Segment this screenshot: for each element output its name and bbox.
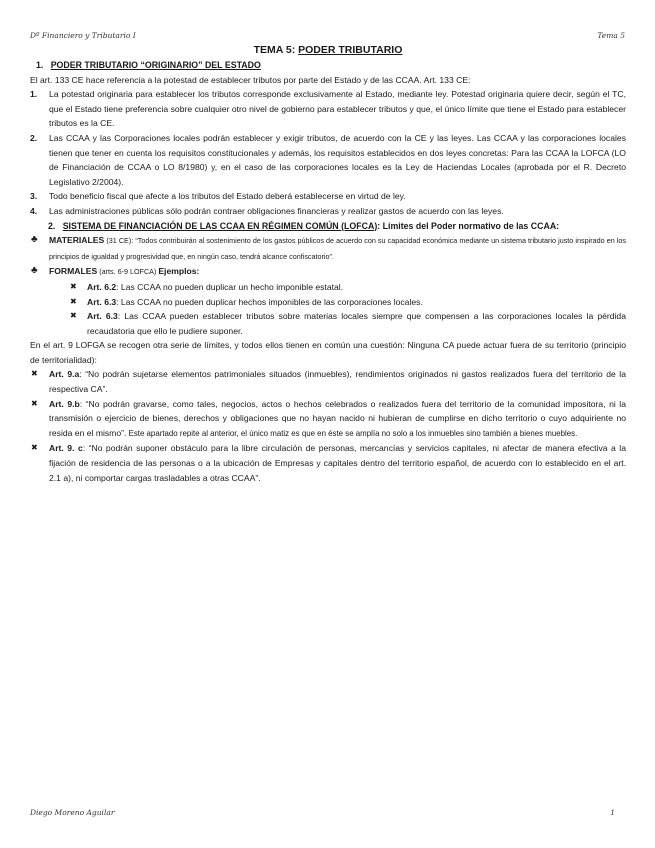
art9-item-art: Art. 9. c [49,443,83,454]
cross-icon: ✖ [70,311,77,321]
list-text: Las administraciones públicas sólo podrán contraer obligaciones financieras y realizar gastos de acuerdo con las leyes. [49,205,504,216]
formales-ref: (arts. 6-9 LOFCA) [97,267,159,277]
list-text: La potestad originaria para establecer los tributos corresponde exclusivamente al Estado, mediante ley. Potestad originaria quiere decir, según el TC, que el Estado tiene preferencia sobre cualquier otro nivel de gobierno para establecer tributos y que, el único límite que tiene el Estado para establecer tributos es la CE. [49,89,626,129]
list-text: Todo beneficio fiscal que afecte a los tributos del Estado deberá establecerse en virtud de ley. [49,191,406,202]
section1-heading [30,58,626,73]
section2-heading [30,219,626,234]
list-number: 1. [30,89,38,100]
cross-icon: ✖ [31,398,38,408]
materiales-bullet [30,233,626,264]
club-icon: ♣ [31,265,38,277]
page-number: 1 [610,808,615,817]
cross-icon: ✖ [70,296,77,306]
title-underlined: PODER TRIBUTARIO [298,44,403,56]
materiales-ref: (31 CE): [104,236,136,246]
list-text: Las CCAA y las Corporaciones locales podrán establecer y exigir tributos, de acuerdo con la CE y las leyes. Las CCAA y las corporaciones locales tienen que tener en cuenta los requisitos constitucionales y además, los requisitos establecidos en dos leyes concretas: Para las CCAA la LOFCA (LO de Financiación de CCAA o LO 8/1980) y, en el caso de las corporaciones locales es la Ley de Haciendas Locales (aprobada por el R. Decreto Legislativo 2/2004). [49,132,626,187]
section1-intro: El art. 133 CE hace referencia a la potestad de establecer tributos por parte del Estado y de las CCAA. Art. 133 CE: [30,74,471,85]
formales-label: FORMALES [49,266,98,277]
art9-item-text: : “No podrán gravarse, como tales, negocios, actos o hechos celebrados o realizados fuera del territorio de la comunidad impositora, ni la transmisión o ejercicio de bienes, derechos y obligaciones que no hayan nacido ni hubieran de cumplirse en dicho territorio o cuyo adquiriente no resida en el mismo”. [49,398,626,438]
materiales-text: “Todos contribuirán al sostenimiento de los gastos públicos de acuerdo con su capacidad económica mediante un sistema tributario justo inspirado en los principios de igualdad y progresividad que, en ningún caso, tendrá alcance confiscatorio”. [49,236,626,261]
formales-item-art: Art. 6.3 [87,311,118,322]
formales-item-art: Art. 6.2 [87,281,117,292]
formales-suffix: Ejemplos: [158,266,200,277]
formales-item [30,295,626,310]
club-icon: ♣ [31,234,38,246]
formales-item-art: Art. 6.3 [87,296,117,307]
cross-icon: ✖ [31,369,38,379]
section2-number: 2. [48,220,56,231]
art9-item [30,441,626,485]
list-number: 2. [30,132,38,143]
art9-item-note: Este apartado repite al anterior, el único matiz es que en éste se amplía no solo a los inmuebles sino también a bienes muebles. [126,428,578,438]
section2-title: SISTEMA DE FINANCIACIÓN DE LAS CCAA EN RÉGIMEN COMÚN (LOFCA) [62,220,378,231]
list-item [30,87,626,131]
art9-item-text: : “No podrán sujetarse elementos patrimoniales situados (inmuebles), rendimientos originados ni gastos realizados fuera del territorio de la respectiva CA”. [49,369,626,395]
formales-item-text: : Las CCAA no pueden duplicar un hecho imponible estatal. [116,281,344,292]
page-title [30,43,626,58]
formales-item [30,280,626,295]
section1-title: PODER TRIBUTARIO “ORIGINARIO” DEL ESTADO [50,60,261,70]
cross-icon: ✖ [31,443,38,453]
formales-item-text: : Las CCAA pueden establecer tributos sobre materias locales siempre que compensen a las corporaciones locales la pérdida recaudatoria que ello le pudiere suponer. [87,311,626,336]
formales-bullet [30,264,626,280]
section1-list [30,87,626,218]
document-body [30,43,626,485]
art9-intro: En el art. 9 LOFGA se recogen otra serie de límites, y todos ellos tienen en común una cuestión: Ninguna CA puede actuar fuera de su territorio (principio de territorialidad): [30,340,626,365]
page-header-left: Dº Financiero y Tributario I [30,31,136,40]
materiales-label: MATERIALES [49,235,105,246]
list-number: 4. [30,205,38,216]
cross-icon: ✖ [70,281,77,291]
section1-number: 1. [36,60,44,70]
page-header-right: Tema 5 [597,31,625,40]
art9-item-art: Art. 9.b [49,398,80,409]
page-footer-author: Diego Moreno Aguilar [30,808,115,817]
formales-item-text: : Las CCAA no pueden duplicar hechos imponibles de las corporaciones locales. [116,296,423,307]
list-item [30,131,626,189]
list-item [30,189,626,204]
art9-item-art: Art. 9.a [49,369,80,380]
art9-item [30,397,626,442]
section2-suffix: : Límites del Poder normativo de las CCAA: [377,220,560,231]
list-item [30,204,626,219]
art9-item [30,367,626,396]
title-prefix: TEMA 5: [253,44,299,56]
formales-item [30,309,626,338]
list-number: 3. [30,191,38,202]
art9-item-text: : “No podrán suponer obstáculo para la libre circulación de personas, mercancías y servicios capitales, ni afectar de manera efectiva a la fijación de residencia de las personas o a la ubicación de Empresas y capitales dentro del territorio español, de acuerdo con lo establecido en el art. 2.1 a), ni comportar cargas trasladables a otras CCAA”. [49,443,626,483]
